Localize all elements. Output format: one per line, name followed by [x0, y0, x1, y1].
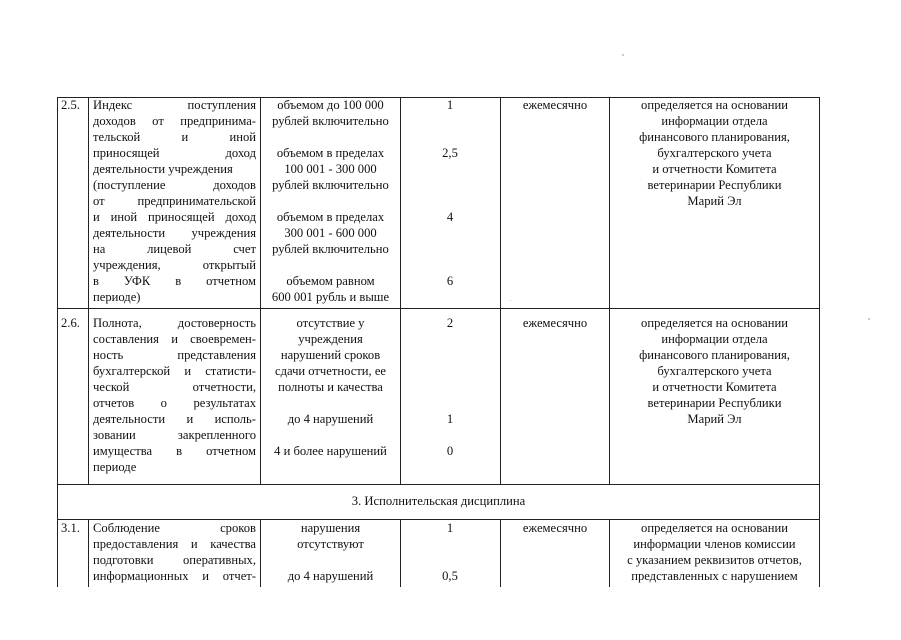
column-divider-criteria — [400, 97, 401, 484]
criteria-line: объемом в пределах — [276, 146, 385, 160]
points-value: 1 — [446, 412, 454, 426]
indicator-line: имущества в отчетном — [93, 444, 256, 458]
indicator-line: ность представления — [93, 348, 256, 362]
period-cell: ежемесячно — [522, 521, 588, 535]
criteria-line: рублей включительно — [272, 178, 389, 192]
source-line: и отчетности Комитета — [652, 380, 777, 394]
source-line: бухгалтерского учета — [657, 364, 772, 378]
indicator-line: приносящей доход — [93, 146, 256, 160]
indicator-line: ческой отчетности, — [93, 380, 256, 394]
indicator-line: тельской и иной — [93, 130, 256, 144]
indicator-line: Индекс поступления — [93, 98, 256, 112]
criteria-line: отсутствуют — [297, 537, 364, 551]
source-line: с указанием реквизитов отчетов, — [627, 553, 802, 567]
indicator-line: Соблюдение сроков — [93, 521, 256, 535]
indicator-line: периоде — [93, 460, 137, 474]
points-value: 0,5 — [442, 569, 458, 583]
column-divider-num — [88, 97, 89, 484]
column-divider-criteria-r31 — [400, 519, 401, 587]
column-divider-period-r31 — [609, 519, 610, 587]
source-line: бухгалтерского учета — [657, 146, 772, 160]
indicator-line: доходов от предпринима- — [93, 114, 256, 128]
table-right-border — [819, 97, 820, 587]
criteria-line: объемом равном — [286, 274, 375, 288]
indicator-line: предоставления и качества — [93, 537, 256, 551]
points-value: 1 — [446, 98, 454, 112]
period-cell: ежемесячно — [522, 316, 588, 330]
source-line: определяется на основании — [641, 521, 788, 535]
source-line: финансового планирования, — [639, 348, 790, 362]
source-line: определяется на основании — [641, 316, 788, 330]
column-divider-points — [500, 97, 501, 484]
source-line: информации отдела — [661, 332, 768, 346]
column-divider-indicator-r31 — [260, 519, 261, 587]
points-value: 0 — [446, 444, 454, 458]
criteria-line: отсутствие у — [296, 316, 365, 330]
indicator-line: учреждения, открытый — [93, 258, 256, 272]
column-divider-num-r31 — [88, 519, 89, 587]
indicator-line: и иной приносящей доход — [93, 210, 256, 224]
criteria-line: полноты и качества — [278, 380, 383, 394]
indicator-line: информационных и отчет- — [93, 569, 256, 583]
source-line: Марий Эл — [687, 412, 742, 426]
criteria-line: нарушения — [300, 521, 361, 535]
indicator-line: деятельности и исполь- — [93, 412, 256, 426]
row-number: 3.1. — [61, 521, 80, 535]
indicator-line: отчетов о результатах — [93, 396, 256, 410]
criteria-line: нарушений сроков — [280, 348, 381, 362]
scan-speck — [868, 318, 870, 320]
scan-speck — [510, 300, 511, 301]
criteria-line: 300 001 - 600 000 — [284, 226, 377, 240]
criteria-line: 100 001 - 300 000 — [284, 162, 377, 176]
indicator-line: на лицевой счет — [93, 242, 256, 256]
source-line: финансового планирования, — [639, 130, 790, 144]
source-line: ветеринарии Республики — [647, 396, 782, 410]
source-line: информации членов комиссии — [633, 537, 796, 551]
source-line: и отчетности Комитета — [652, 162, 777, 176]
scan-speck — [622, 54, 624, 56]
source-line: ветеринарии Республики — [647, 178, 782, 192]
indicator-line: деятельности учреждения — [93, 226, 256, 240]
table-left-border — [57, 97, 58, 587]
indicator-line: деятельности учреждения — [93, 162, 233, 176]
row-divider-2-6 — [57, 484, 820, 485]
indicator-line: Полнота, достоверность — [93, 316, 256, 330]
indicator-line: (поступление доходов — [93, 178, 256, 192]
source-line: определяется на основании — [641, 98, 788, 112]
criteria-line: рублей включительно — [272, 242, 389, 256]
criteria-line: рублей включительно — [272, 114, 389, 128]
indicator-line: в УФК в отчетном — [93, 274, 256, 288]
points-value: 1 — [446, 521, 454, 535]
source-line: Марий Эл — [687, 194, 742, 208]
source-line: представленных с нарушением — [631, 569, 798, 583]
row-divider-2-5 — [57, 308, 820, 309]
criteria-line: до 4 нарушений — [287, 569, 374, 583]
period-cell: ежемесячно — [522, 98, 588, 112]
criteria-line: объемом до 100 000 — [277, 98, 384, 112]
indicator-line: периоде) — [93, 290, 141, 304]
points-value: 4 — [446, 210, 454, 224]
criteria-line: до 4 нарушений — [287, 412, 374, 426]
points-value: 2 — [446, 316, 454, 330]
source-line: информации отдела — [661, 114, 768, 128]
criteria-line: сдачи отчетности, ее — [274, 364, 387, 378]
column-divider-points-r31 — [500, 519, 501, 587]
column-divider-period — [609, 97, 610, 484]
criteria-line: объемом в пределах — [276, 210, 385, 224]
section-heading: 3. Исполнительская дисциплина — [351, 494, 526, 508]
criteria-line: 600 001 рубль и выше — [271, 290, 390, 304]
points-value: 2,5 — [442, 146, 458, 160]
row-divider-section-3 — [57, 519, 820, 520]
column-divider-indicator — [260, 97, 261, 484]
indicator-line: от предпринимательской — [93, 194, 256, 208]
row-number: 2.6. — [61, 316, 80, 330]
indicator-line: подготовки оперативных, — [93, 553, 256, 567]
indicator-line: бухгалтерской и статисти- — [93, 364, 256, 378]
indicator-line: составления и своевремен- — [93, 332, 256, 346]
points-value: 6 — [446, 274, 454, 288]
criteria-line: учреждения — [298, 332, 363, 346]
indicator-line: зовании закрепленного — [93, 428, 256, 442]
criteria-line: 4 и более нарушений — [274, 444, 387, 458]
row-number: 2.5. — [61, 98, 80, 112]
